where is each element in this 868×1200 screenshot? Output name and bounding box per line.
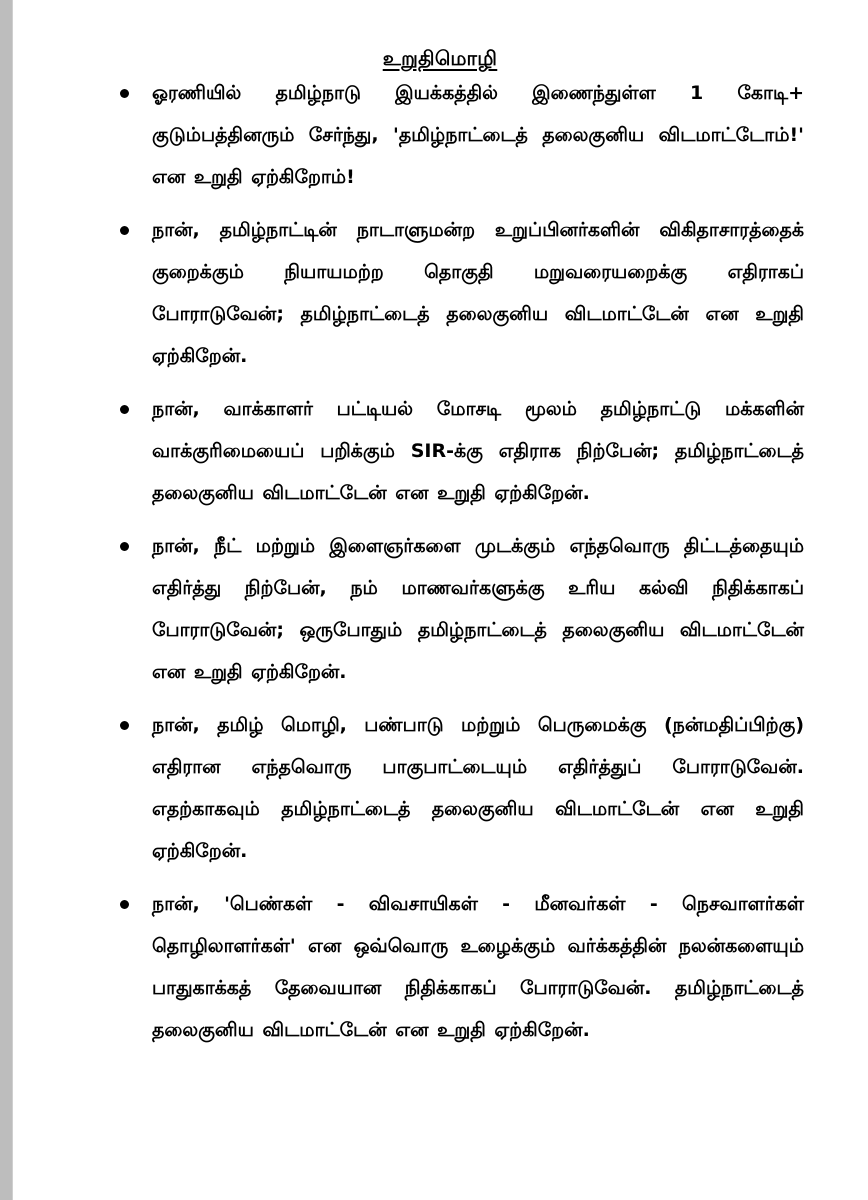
pledge-text: நான், தமிழ்நாட்டின் நாடாளுமன்ற உறுப்பினர்களின் விகிதாசாரத்தைக் குறைக்கும் நியாயமற்ற தொகுதி மறுவரையறைக்கு எதிராகப் போராடுவேன்; தமிழ்நாட்டைத் தலைகுனிய விடமாட்டேன் என உறுதி ஏற்கிறேன். xyxy=(152,219,804,367)
page-title: உறுதிமொழி xyxy=(382,46,498,70)
list-item xyxy=(12,209,868,377)
pledge-text: நான், தமிழ் மொழி, பண்பாடு மற்றும் பெருமைக்கு (நன்மதிப்பிற்கு) எதிரான எந்தவொரு பாகுபாட்டையும் எதிர்த்துப் போராடுவேன். எதற்காகவும் தமிழ்நாட்டைத் தலைகுனிய விடமாட்டேன் என உறுதி ஏற்கிறேன். xyxy=(152,714,804,862)
pledge-text: நான், நீட் மற்றும் இளைஞர்களை முடக்கும் எந்தவொரு திட்டத்தையும் எதிர்த்து நிற்பேன், நம் மாணவர்களுக்கு உரிய கல்வி நிதிக்காகப் போராடுவேன்; ஒருபோதும் தமிழ்நாட்டைத் தலைகுனிய விடமாட்டேன் என உறுதி ஏற்கிறேன். xyxy=(152,535,804,683)
pledge-list xyxy=(12,72,868,1062)
bullet-icon xyxy=(120,89,129,98)
list-item xyxy=(12,72,868,198)
bullet-icon xyxy=(120,542,129,551)
list-item xyxy=(12,704,868,872)
bullet-icon xyxy=(120,900,129,909)
pledge-text: நான், 'பெண்கள் - விவசாயிகள் - மீனவர்கள் - நெசவாளர்கள் தொழிலாளர்கள்' என ஒவ்வொரு உழைக்கும் வர்க்கத்தின் நலன்களையும் பாதுகாக்கத் தேவையான நிதிக்காகப் போராடுவேன். தமிழ்நாட்டைத் தலைகுனிய விடமாட்டேன் என உறுதி ஏற்கிறேன். xyxy=(152,893,804,1041)
list-item xyxy=(12,525,868,693)
list-item xyxy=(12,883,868,1051)
pledge-text: ஓரணியில் தமிழ்நாடு இயக்கத்தில் இணைந்துள்ள 1 கோடி+ குடும்பத்தினரும் சேர்ந்து, 'தமிழ்நாட்டைத் தலைகுனிய விடமாட்டோம்!' என உறுதி ஏற்கிறோம்! xyxy=(152,82,804,188)
bullet-icon xyxy=(120,721,129,730)
bullet-icon xyxy=(120,405,129,414)
bullet-icon xyxy=(120,226,129,235)
document-page xyxy=(12,0,868,1200)
list-item xyxy=(12,388,868,514)
pledge-text: நான், வாக்காளர் பட்டியல் மோசடி மூலம் தமிழ்நாட்டு மக்களின் வாக்குரிமையைப் பறிக்கும் SIR-க்கு எதிராக நிற்பேன்; தமிழ்நாட்டைத் தலைகுனிய விடமாட்டேன் என உறுதி ஏற்கிறேன். xyxy=(152,398,804,504)
